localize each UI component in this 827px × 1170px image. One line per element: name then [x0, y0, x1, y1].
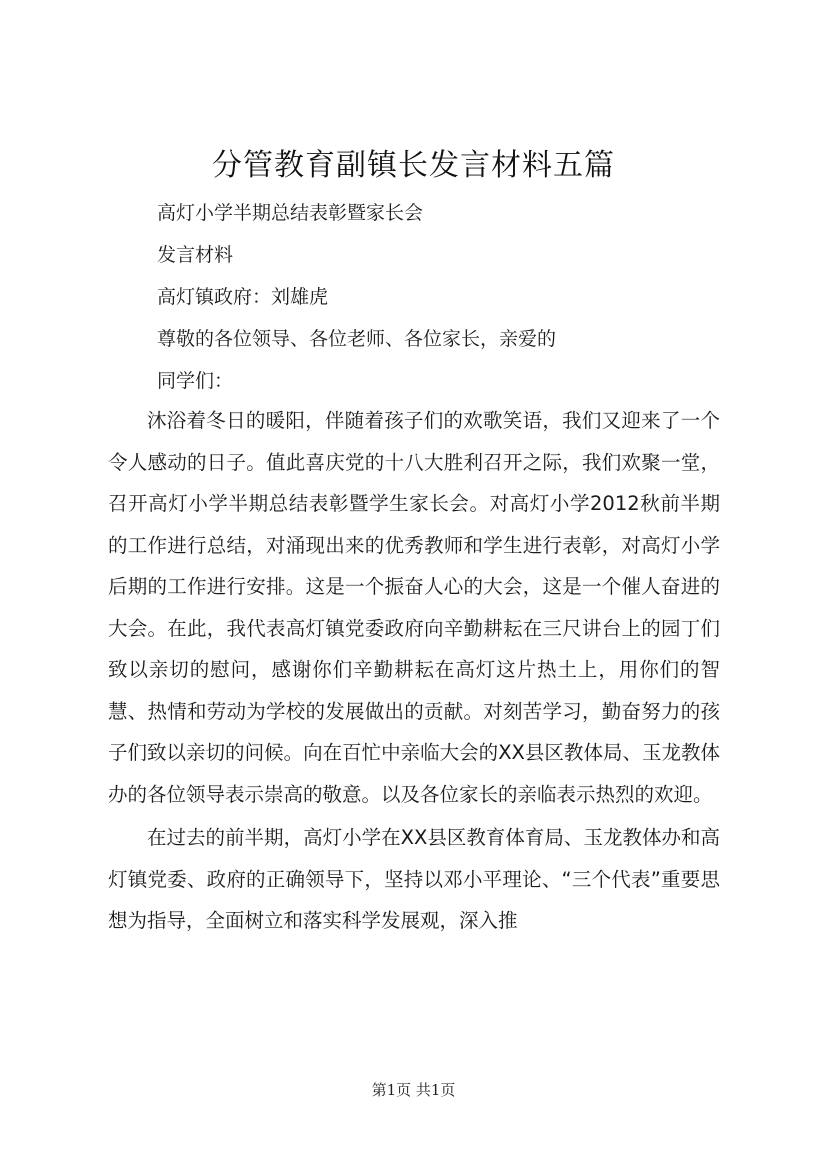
speaker-line: 高灯镇政府：刘雄虎: [157, 286, 329, 308]
speech-body: [108, 400, 720, 942]
body-paragraph: 沐浴着冬日的暖阳，伴随着孩子们的欢歌笑语，我们又迎来了一个令人感动的日子。值此喜庆党的十八大胜利召开之际，我们欢聚一堂，召开高灯小学半期总结表彰暨学生家长会。对高灯小学2012秋前半期的工作进行总结，对涌现出来的优秀教师和学生进行表彰，对高灯小学后期的工作进行安排。这是一个振奋人心的大会，这是一个催人奋进的大会。在此，我代表高灯镇党委政府向辛勤耕耘在三尺讲台上的园丁们致以亲切的慰问，感谢你们辛勤耕耘在高灯这片热土上，用你们的智慧、热情和劳动为学校的发展做出的贡献。对刻苦学习，勤奋努力的孩子们致以亲切的问候。向在百忙中亲临大会的XX县区教体局、玉龙教体办的各位领导表示崇高的敬意。以及各位家长的亲临表示热烈的欢迎。: [108, 409, 720, 806]
body-paragraph: 在过去的前半期，高灯小学在XX县区教育体育局、玉龙教体办和高灯镇党委、政府的正确领导下，坚持以邓小平理论、“三个代表”重要思想为指导，全面树立和落实科学发展观，深入推: [108, 826, 720, 932]
material-type-line: 发言材料: [157, 244, 234, 266]
document-title: 分管教育副镇长发言材料五篇: [212, 148, 615, 183]
salutation-continued-line: 同学们：: [157, 370, 234, 392]
meeting-name-line: 高灯小学半期总结表彰暨家长会: [157, 202, 424, 224]
speech-header: [157, 192, 757, 402]
page-number-footer: 第1页 共1页: [371, 1081, 456, 1099]
salutation-line: 尊敬的各位领导、各位老师、各位家长，亲爱的: [157, 328, 557, 350]
